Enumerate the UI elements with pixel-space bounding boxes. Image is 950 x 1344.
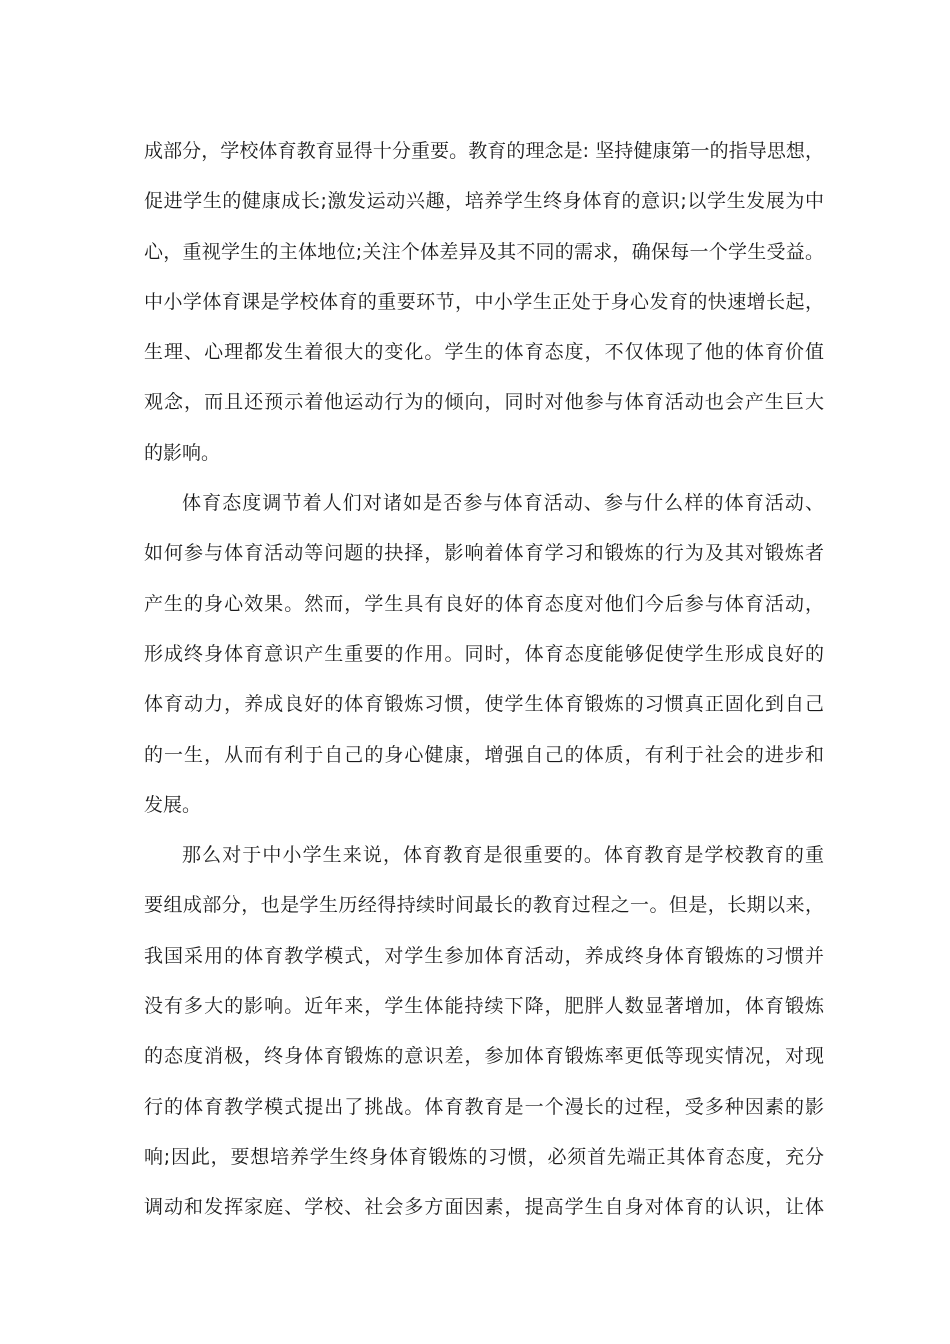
text-line: 心，重视学生的主体地位;关注个体差异及其不同的需求，确保每一个学生受益。 bbox=[144, 240, 824, 263]
text-line: 体育态度调节着人们对诸如是否参与体育活动、参与什么样的体育活动、 bbox=[182, 492, 824, 515]
text-line: 成部分，学校体育教育显得十分重要。教育的理念是: 坚持健康第一的指导思想， bbox=[144, 140, 824, 162]
text-line: 的态度消极，终身体育锻炼的意识差，参加体育锻炼率更低等现实情况，对现 bbox=[144, 1045, 824, 1068]
paragraph bbox=[144, 478, 824, 830]
text-line: 那么对于中小学生来说，体育教育是很重要的。体育教育是学校教育的重 bbox=[182, 844, 824, 867]
text-line: 我国采用的体育教学模式，对学生参加体育活动，养成终身体育锻炼的习惯并 bbox=[144, 944, 824, 967]
text-line: 的影响。 bbox=[144, 441, 221, 464]
text-line: 的一生，从而有利于自己的身心健康，增强自己的体质，有利于社会的进步和 bbox=[144, 743, 824, 766]
text-line: 产生的身心效果。然而，学生具有良好的体育态度对他们今后参与体育活动， bbox=[144, 592, 824, 615]
text-line: 行的体育教学模式提出了挑战。体育教育是一个漫长的过程，受多种因素的影 bbox=[144, 1095, 824, 1118]
text-line: 体育动力，养成良好的体育锻炼习惯，使学生体育锻炼的习惯真正固化到自己 bbox=[144, 693, 824, 716]
text-line: 形成终身体育意识产生重要的作用。同时，体育态度能够促使学生形成良好的 bbox=[144, 642, 824, 665]
text-line: 没有多大的影响。近年来，学生体能持续下降，肥胖人数显著增加，体育锻炼 bbox=[144, 995, 824, 1018]
text-line: 促进学生的健康成长;激发运动兴趣，培养学生终身体育的意识;以学生发展为中 bbox=[144, 190, 824, 213]
text-line: 生理、心理都发生着很大的变化。学生的体育态度，不仅体现了他的体育价值 bbox=[144, 341, 824, 364]
text-line: 观念，而且还预示着他运动行为的倾向，同时对他参与体育活动也会产生巨大 bbox=[144, 391, 824, 414]
text-line: 发展。 bbox=[144, 793, 202, 816]
text-line: 中小学体育课是学校体育的重要环节，中小学生正处于身心发育的快速增长起， bbox=[144, 290, 824, 313]
body-text bbox=[144, 126, 824, 1233]
text-line: 要组成部分，也是学生历经得持续时间最长的教育过程之一。但是，长期以来， bbox=[144, 894, 824, 917]
text-line: 响;因此，要想培养学生终身体育锻炼的习惯，必须首先端正其体育态度，充分 bbox=[144, 1145, 824, 1168]
text-line: 如何参与体育活动等问题的抉择，影响着体育学习和锻炼的行为及其对锻炼者 bbox=[144, 542, 824, 565]
paragraph bbox=[144, 830, 824, 1232]
text-line: 调动和发挥家庭、学校、社会多方面因素，提高学生自身对体育的认识，让体 bbox=[144, 1196, 824, 1219]
paragraph bbox=[144, 126, 824, 478]
